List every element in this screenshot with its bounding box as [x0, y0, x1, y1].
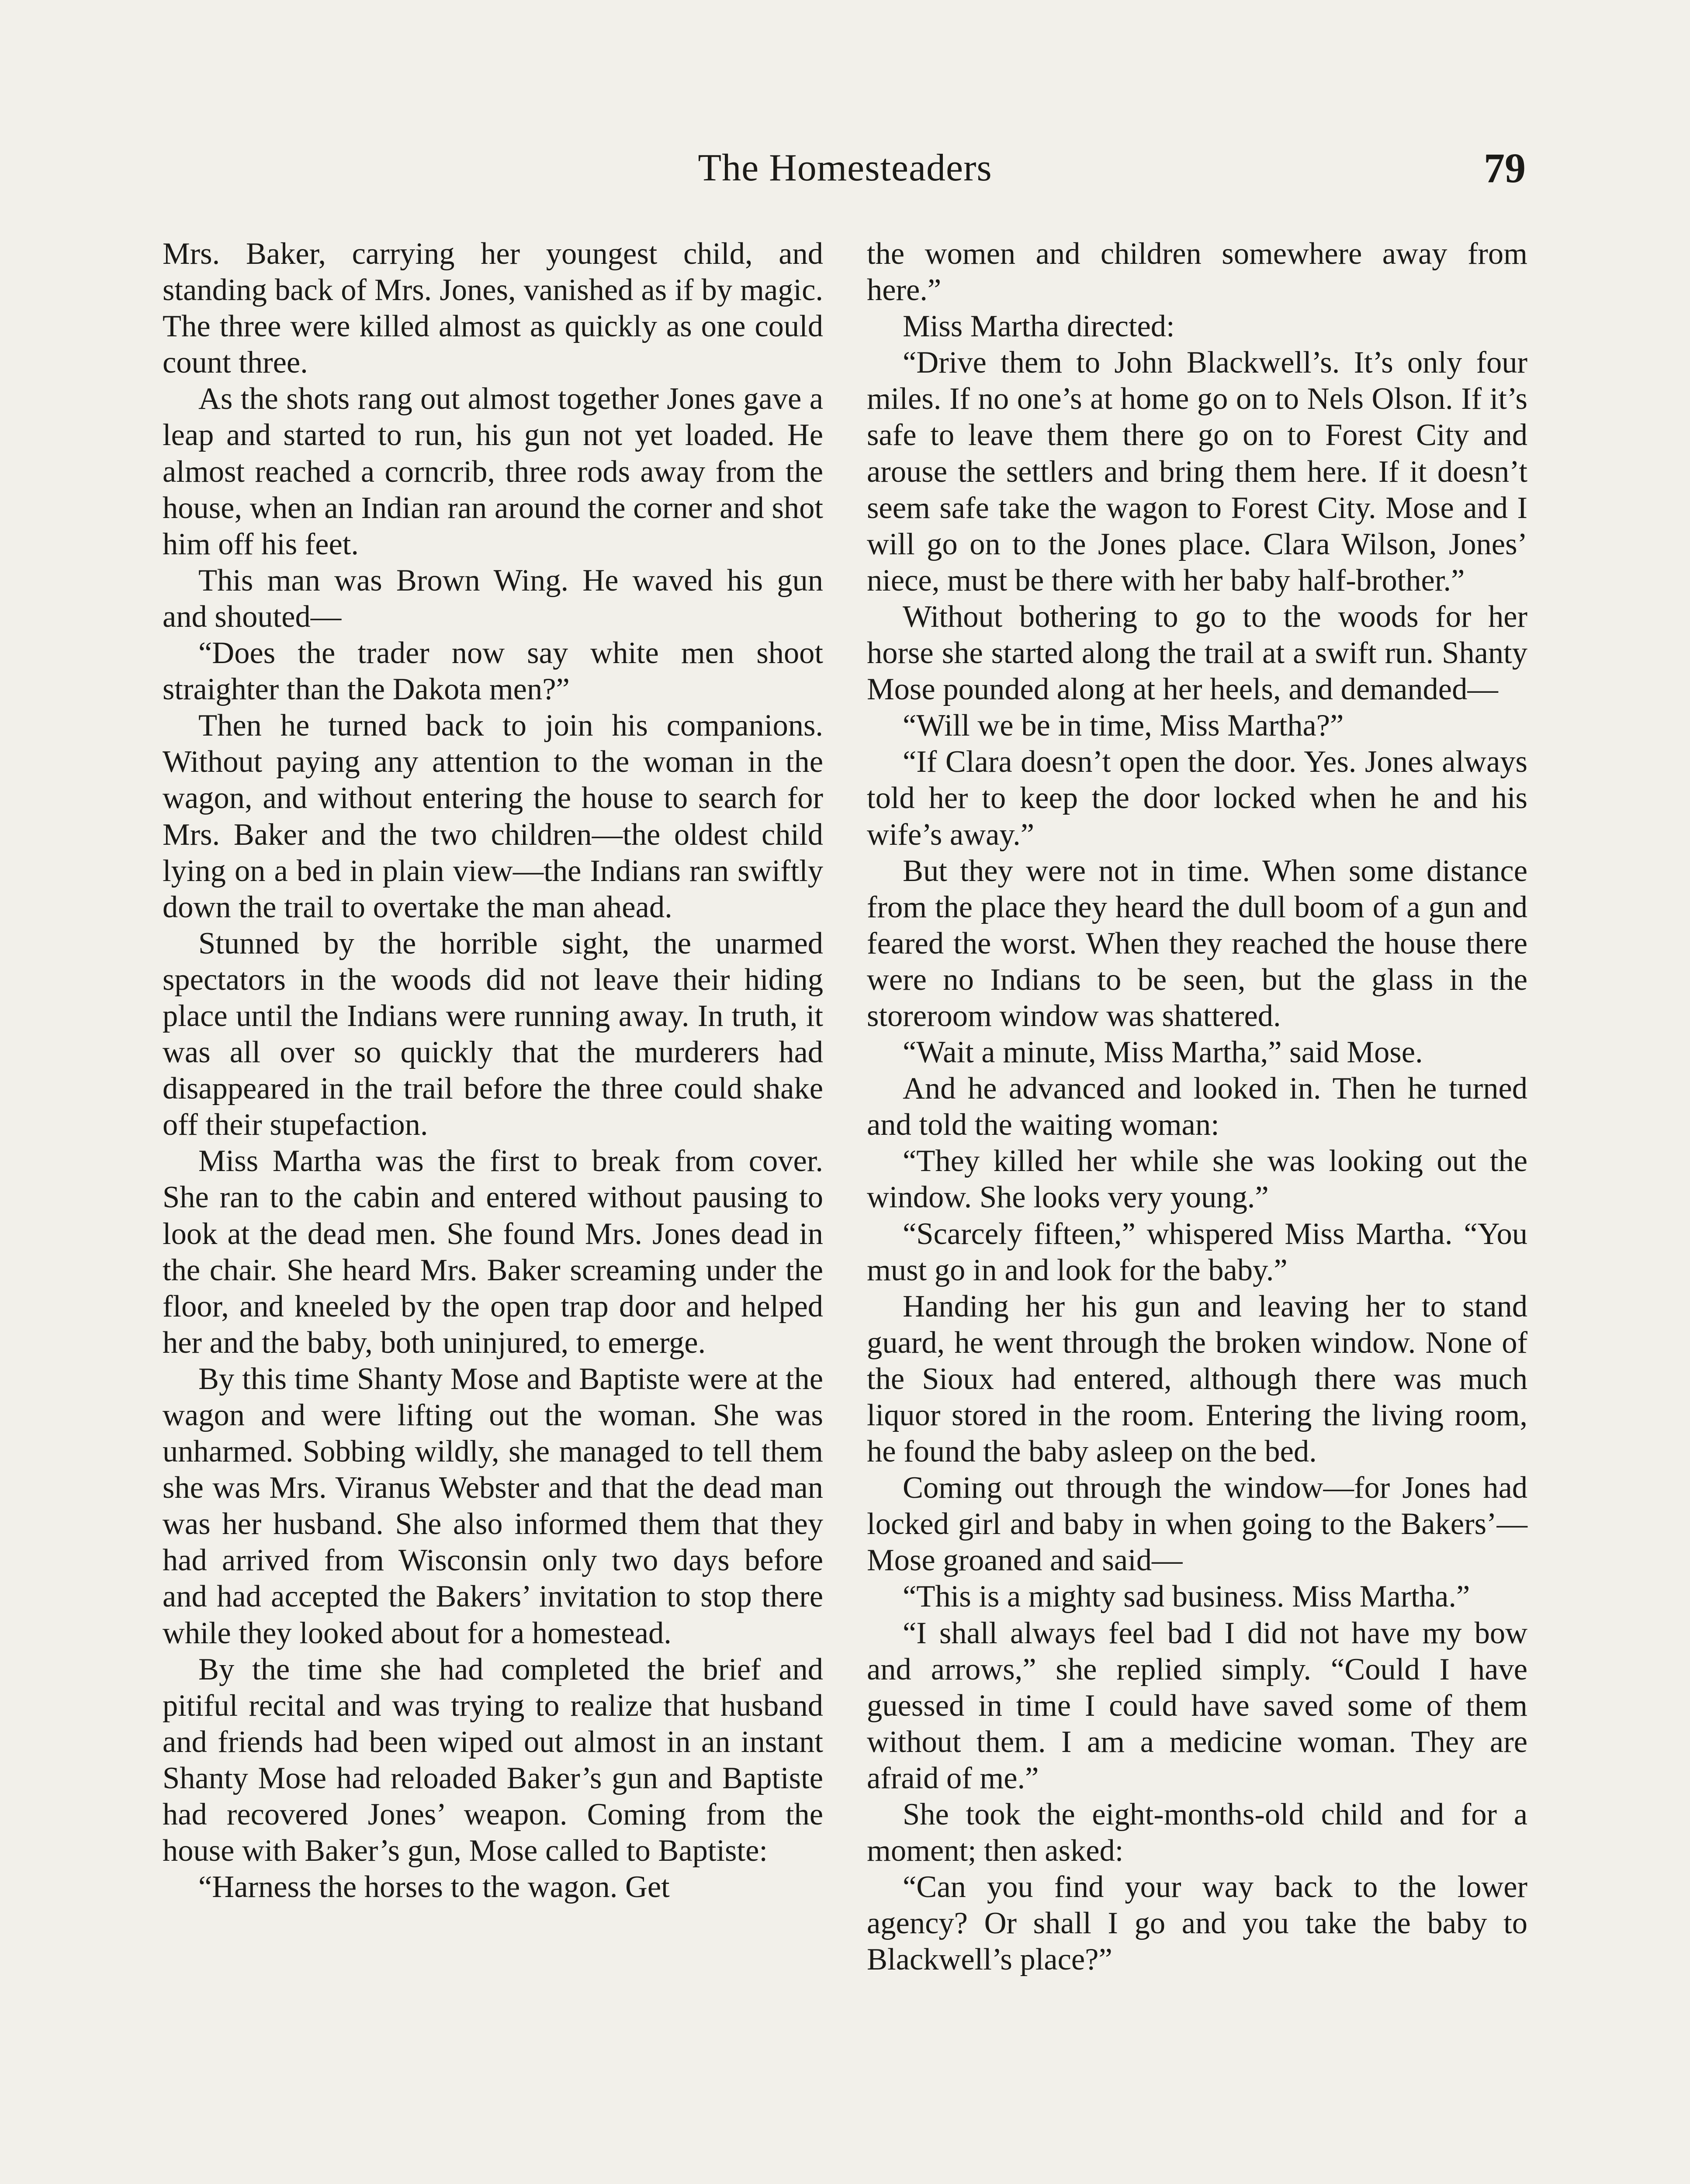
paragraph: Coming out through the window—for Jones had locked girl and baby in when going to the Bakers’—Mose groaned and said— — [867, 1471, 1527, 1578]
paragraph: As the shots rang out almost together Jones gave a leap and started to run, his gun not yet loaded. He almost reached a corncrib, three rods away from the house, when an Indian ran around the corner and shot him off his feet. — [163, 382, 823, 561]
paragraph: “Wait a minute, Miss Martha,” said Mose. — [903, 1035, 1423, 1070]
page-number: 79 — [1484, 145, 1526, 191]
paragraph: “Scarcely fifteen,” whispered Miss Martha. “You must go in and look for the baby.” — [867, 1216, 1527, 1287]
running-title: The Homesteaders — [698, 147, 992, 189]
paragraph: “They killed her while she was looking out the window. She looks very young.” — [867, 1144, 1527, 1215]
paragraph: “Harness the horses to the wagon. Get — [198, 1870, 670, 1904]
paragraph: “Does the trader now say white men shoot straighter than the Dakota men?” — [163, 636, 823, 707]
paragraph: “If Clara doesn’t open the door. Yes. Jones always told her to keep the door locked when he and his wife’s away.” — [867, 745, 1527, 852]
page-header — [0, 140, 1690, 205]
paragraph: Handing her his gun and leaving her to stand guard, he went through the broken window. None of the Sioux had entered, although there was much liquor stored in the room. Entering the living room, he found the baby asleep on the bed. — [867, 1289, 1527, 1469]
paragraph: By this time Shanty Mose and Baptiste were at the wagon and were lifting out the woman. She was unharmed. Sobbing wildly, she managed to tell them she was Mrs. Viranus Webster and that the dead man was her husband. She also informed them that they had arrived from Wisconsin only two days before and had accepted the Bakers’ invitation to stop there while they looked about for a homestead. — [163, 1362, 823, 1650]
paragraph: Miss Martha directed: — [903, 309, 1175, 344]
paragraph: “Can you find your way back to the lower agency? Or shall I go and you take the baby to Blackwell’s place?” — [867, 1870, 1527, 1977]
paragraph: Then he turned back to join his companions. Without paying any attention to the woman in the wagon, and without entering the house to search for Mrs. Baker and the two children—the oldest child lying on a bed in plain view—the Indians ran swiftly down the trail to overtake the man ahead. — [163, 708, 823, 924]
left-column — [163, 236, 823, 1905]
paragraph-continuation: the women and children somewhere away from here.” — [867, 237, 1527, 308]
paragraph: Without bothering to go to the woods for her horse she started along the trail at a swift run. Shanty Mose pounded along at her heels, and demanded— — [867, 599, 1527, 707]
paragraph: “Drive them to John Blackwell’s. It’s only four miles. If no one’s at home go on to Nels Olson. If it’s safe to leave them there go on to Forest City and arouse the settlers and bring them here. If it doesn’t seem safe take the wagon to Forest City. Mose and I will go on to the Jones place. Clara Wilson, Jones’ niece, must be there with her baby half-brother.” — [867, 346, 1527, 598]
paragraph: Miss Martha was the first to break from cover. She ran to the cabin and entered without pausing to look at the dead men. She found Mrs. Jones dead in the chair. She heard Mrs. Baker screaming under the floor, and kneeled by the open trap door and helped her and the baby, both uninjured, to emerge. — [163, 1144, 823, 1360]
paragraph: This man was Brown Wing. He waved his gun and shouted— — [163, 563, 823, 634]
paragraph: By the time she had completed the brief and pitiful recital and was trying to realize that husband and friends had been wiped out almost in an instant Shanty Mose had reloaded Baker’s gun and Baptiste had recovered Jones’ weapon. Coming from the house with Baker’s gun, Mose called to Baptiste: — [163, 1652, 823, 1868]
paragraph: And he advanced and looked in. Then he turned and told the waiting woman: — [867, 1071, 1527, 1142]
paragraph: But they were not in time. When some distance from the place they heard the dull boom of a gun and feared the worst. When they reached the house there were no Indians to be seen, but the glass in the storeroom window was shattered. — [867, 854, 1527, 1033]
paragraph: “This is a mighty sad business. Miss Martha.” — [903, 1579, 1470, 1614]
paragraph: She took the eight-months-old child and for a moment; then asked: — [867, 1797, 1527, 1868]
paragraph: Stunned by the horrible sight, the unarmed spectators in the woods did not leave their hiding place until the Indians were running away. In truth, it was all over so quickly that the murderers had disappeared in the trail before the three could shake off their stupefaction. — [163, 926, 823, 1142]
paragraph: “Will we be in time, Miss Martha?” — [903, 708, 1344, 743]
right-column — [867, 236, 1527, 1978]
paragraph: “I shall always feel bad I did not have my bow and arrows,” she replied simply. “Could I have guessed in time I could have saved some of them without them. I am a medicine woman. They are afraid of me.” — [867, 1616, 1527, 1795]
paragraph: Mrs. Baker, carrying her youngest child, and standing back of Mrs. Jones, vanished as if by magic. The three were killed almost as quickly as one could count three. — [163, 237, 823, 380]
